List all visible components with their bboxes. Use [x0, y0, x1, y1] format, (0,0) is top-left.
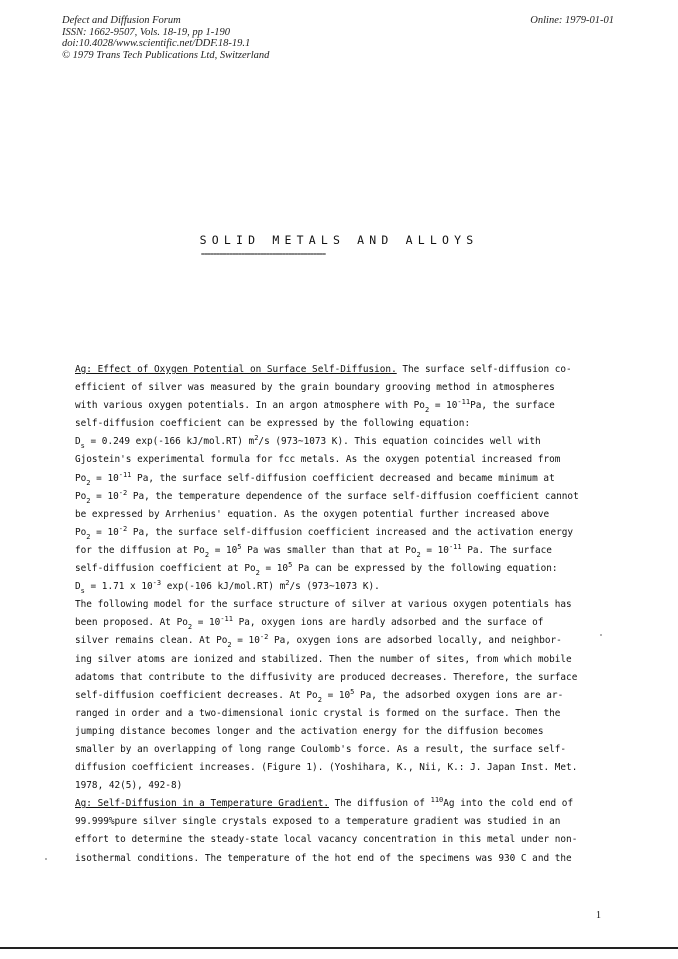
superscript: -11 [118, 470, 132, 479]
online-date: Online: 1979-01-01 [530, 15, 614, 26]
text-line [75, 687, 605, 705]
text-line: be expressed by Arrhenius' equation. As the oxygen potential further increased above [75, 508, 550, 520]
text-span: self-diffusion coefficient decreases. At Po [75, 689, 318, 701]
text-span: = 0.249 exp(-166 kJ/mol.RT) m [84, 436, 255, 448]
text-line [75, 795, 605, 813]
text-line [75, 614, 605, 632]
text-span: Pa, the temperature dependence of the surface self-diffusion coefficient cannot [127, 490, 579, 502]
text-span: The surface self-diffusion co- [396, 364, 572, 375]
text-span: exp(-106 kJ/mol.RT) m [161, 581, 286, 593]
doi-line[interactable]: doi:10.4028/www.scientific.net/DDF.18-19.1 [62, 38, 251, 49]
text-span: D [75, 581, 81, 593]
text-span: The diffusion of [329, 798, 431, 810]
text-span: with various oxygen potentials. In an argon atmosphere with Po [75, 400, 425, 412]
text-span: D [75, 436, 81, 448]
subscript: s [80, 442, 85, 451]
issn-line: ISSN: 1662-9507, Vols. 18-19, pp 1-190 [62, 26, 230, 38]
text-line: diffusion coefficient increases. (Figure 1). (Yoshihara, K., Nii, K.: J. Japan Inst. Met. [75, 762, 578, 774]
subscript: 2 [86, 496, 91, 505]
superscript: 2 [285, 579, 290, 588]
text-span: self-diffusion coefficient at Po [75, 563, 256, 575]
text-span: = 10 [429, 400, 458, 412]
text-line: adatoms that contribute to the diffusivity are produced decreases. Therefore, the surface [75, 671, 578, 683]
text-line: self-diffusion coefficient can be expressed by the following equation: [75, 418, 471, 430]
text-line [75, 470, 605, 488]
footer-rule [0, 947, 678, 949]
subscript: 2 [227, 641, 232, 650]
superscript: -2 [259, 633, 269, 642]
text-span: Pa, the surface self-diffusion coefficient decreased and became minimum at [131, 472, 555, 484]
article-body [75, 361, 605, 868]
text-line: efficient of silver was measured by the grain boundary grooving method in atmospheres [75, 382, 555, 394]
subscript: 2 [86, 532, 91, 541]
text-span: = 10 [209, 544, 238, 556]
text-span: silver remains clean. At Po [75, 635, 228, 647]
superscript: -11 [457, 398, 471, 407]
journal-name: Defect and Diffusion Forum [62, 15, 181, 26]
text-line: isothermal conditions. The temperature of the hot end of the specimens was 930 C and the [75, 852, 572, 864]
text-span: = 10 [231, 635, 260, 647]
text-line: effort to determine the steady-state local vacancy concentration in this metal under non- [75, 834, 578, 846]
superscript: 2 [254, 434, 259, 443]
scan-speck [45, 858, 47, 860]
paragraph-heading: Ag: Effect of Oxygen Potential on Surface Self-Diffusion. [75, 364, 397, 375]
text-span: Pa, the surface self-diffusion coefficient increased and the activation energy [127, 526, 574, 538]
text-line [75, 542, 605, 560]
text-line [75, 578, 605, 596]
subscript: 2 [255, 569, 260, 578]
text-span: been proposed. At Po [75, 617, 188, 629]
text-line: 99.999%pure silver single crystals exposed to a temperature gradient was studied in an [75, 816, 561, 828]
text-line [75, 632, 605, 650]
text-line: ing silver atoms are ionized and stabilized. Then the number of sites, from which mobile [75, 653, 572, 665]
text-line: The following model for the surface structure of silver at various oxygen potentials has [75, 599, 572, 611]
text-span: Pa, the adsorbed oxygen ions are ar- [354, 689, 564, 701]
journal-header [62, 15, 269, 61]
text-line: Gjostein's experimental formula for fcc metals. As the oxygen potential increased from [75, 454, 561, 466]
subscript: 2 [187, 623, 193, 632]
text-line [75, 488, 605, 506]
text-span: = 10 [192, 617, 221, 629]
subscript: 2 [424, 406, 430, 415]
superscript: -2 [118, 488, 128, 497]
text-span: Pa, oxygen ions are adsorbed locally, and neighbor- [268, 635, 562, 647]
text-span: /s (973~1073 K). This equation coincides well with [258, 436, 541, 448]
text-span: = 10 [90, 526, 119, 538]
superscript: -3 [152, 579, 162, 588]
superscript: -11 [448, 542, 462, 551]
subscript: 2 [86, 478, 91, 487]
title-underline-rule: ======================================== [201, 252, 326, 258]
text-span: Pa, oxygen ions are hardly adsorbed and the surface of [233, 617, 544, 629]
text-span: for the diffusion at Po [75, 544, 205, 556]
superscript: -2 [118, 524, 128, 533]
text-span: Ag into the cold end of [443, 798, 574, 810]
text-span: = 1.71 x 10 [84, 581, 153, 593]
superscript: -11 [220, 615, 233, 624]
text-span: = 10 [90, 490, 119, 502]
text-line [75, 361, 605, 379]
superscript: 110 [430, 796, 444, 805]
text-span: = 10 [90, 472, 119, 484]
text-span: Po [75, 472, 87, 484]
text-span: Po [75, 526, 87, 538]
superscript: 5 [288, 561, 293, 570]
text-span: /s (973~1073 K). [289, 581, 380, 593]
text-line [75, 560, 605, 578]
subscript: 2 [204, 550, 210, 559]
paragraph-heading: Ag: Self-Diffusion in a Temperature Gradient. [75, 798, 329, 810]
text-span: Pa can be expressed by the following equation: [292, 563, 558, 575]
text-span: = 10 [259, 563, 289, 575]
subscript: 2 [416, 550, 421, 559]
text-line: smaller by an overlapping of long range Coulomb's force. As a result, the surface self- [75, 743, 567, 755]
text-line: ranged in order and a two-dimensional ionic crystal is formed on the surface. Then the [75, 707, 561, 719]
text-line: jumping distance becomes longer and the activation energy for the diffusion becomes [75, 725, 544, 737]
text-span: = 10 [420, 544, 449, 556]
text-line: 1978, 42(5), 492-8) [75, 780, 183, 792]
text-span: = 10 [321, 689, 351, 701]
text-span: Pa was smaller than that at Po [241, 544, 417, 556]
subscript: s [80, 587, 85, 596]
page-number: 1 [596, 910, 601, 921]
subscript: 2 [317, 695, 322, 704]
text-line [75, 524, 605, 542]
text-span: Pa, the surface [470, 400, 555, 412]
text-line [75, 433, 605, 451]
section-title: SOLID METALS AND ALLOYS [199, 233, 479, 247]
text-span: Pa. The surface [461, 544, 552, 556]
scan-speck [600, 634, 602, 636]
superscript: 5 [350, 687, 355, 696]
text-span: Po [75, 490, 87, 502]
copyright-line: © 1979 Trans Tech Publications Ltd, Switzerland [62, 49, 270, 61]
superscript: 5 [237, 542, 242, 551]
text-line [75, 397, 605, 415]
